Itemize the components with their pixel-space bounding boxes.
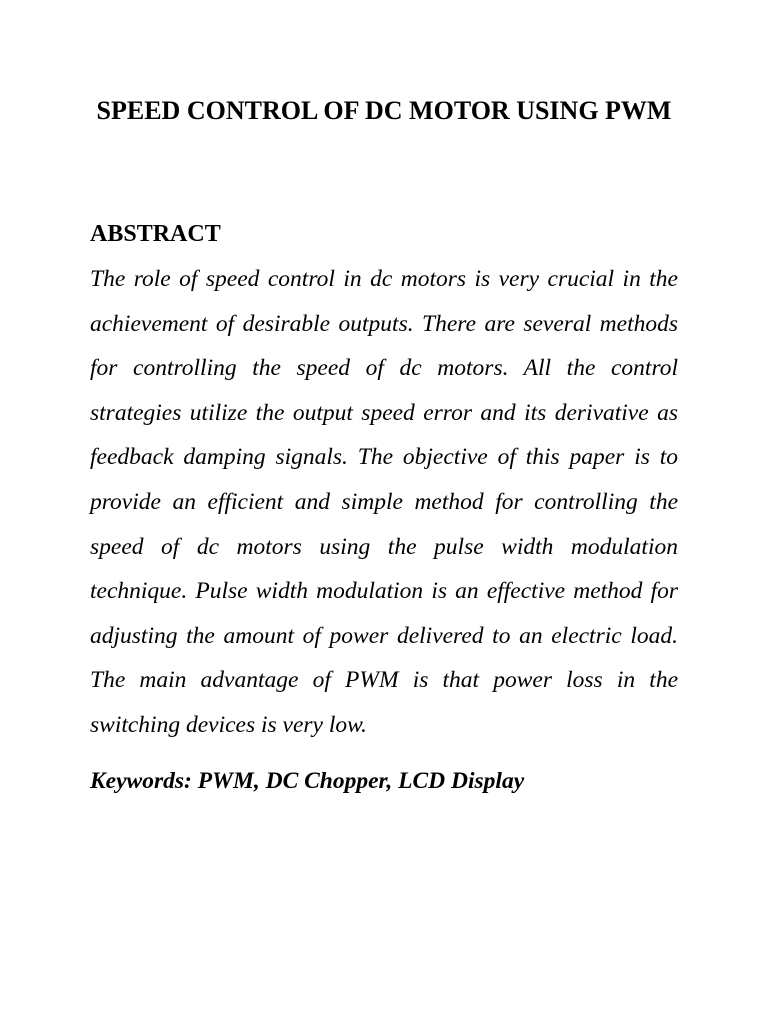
abstract-paragraph: The role of speed control in dc motors is very crucial in the achievement of desirable outputs. There are several methods for controlling the speed of dc motors. All the control strategies utilize the output speed error and its derivative as feedback damping signals. The objective of this paper is to provide an efficient and simple method for controlling the speed of dc motors using the pulse width modulation technique. Pulse width modulation is an effective method for adjusting the amount of power delivered to an electric load. The main advantage of PWM is that power loss in the switching devices is very low.	[90, 266, 678, 738]
paper-title: SPEED CONTROL OF DC MOTOR USING PWM	[96, 96, 672, 125]
keywords-line: Keywords: PWM, DC Chopper, LCD Display	[90, 768, 525, 794]
abstract-heading: ABSTRACT	[90, 221, 221, 247]
